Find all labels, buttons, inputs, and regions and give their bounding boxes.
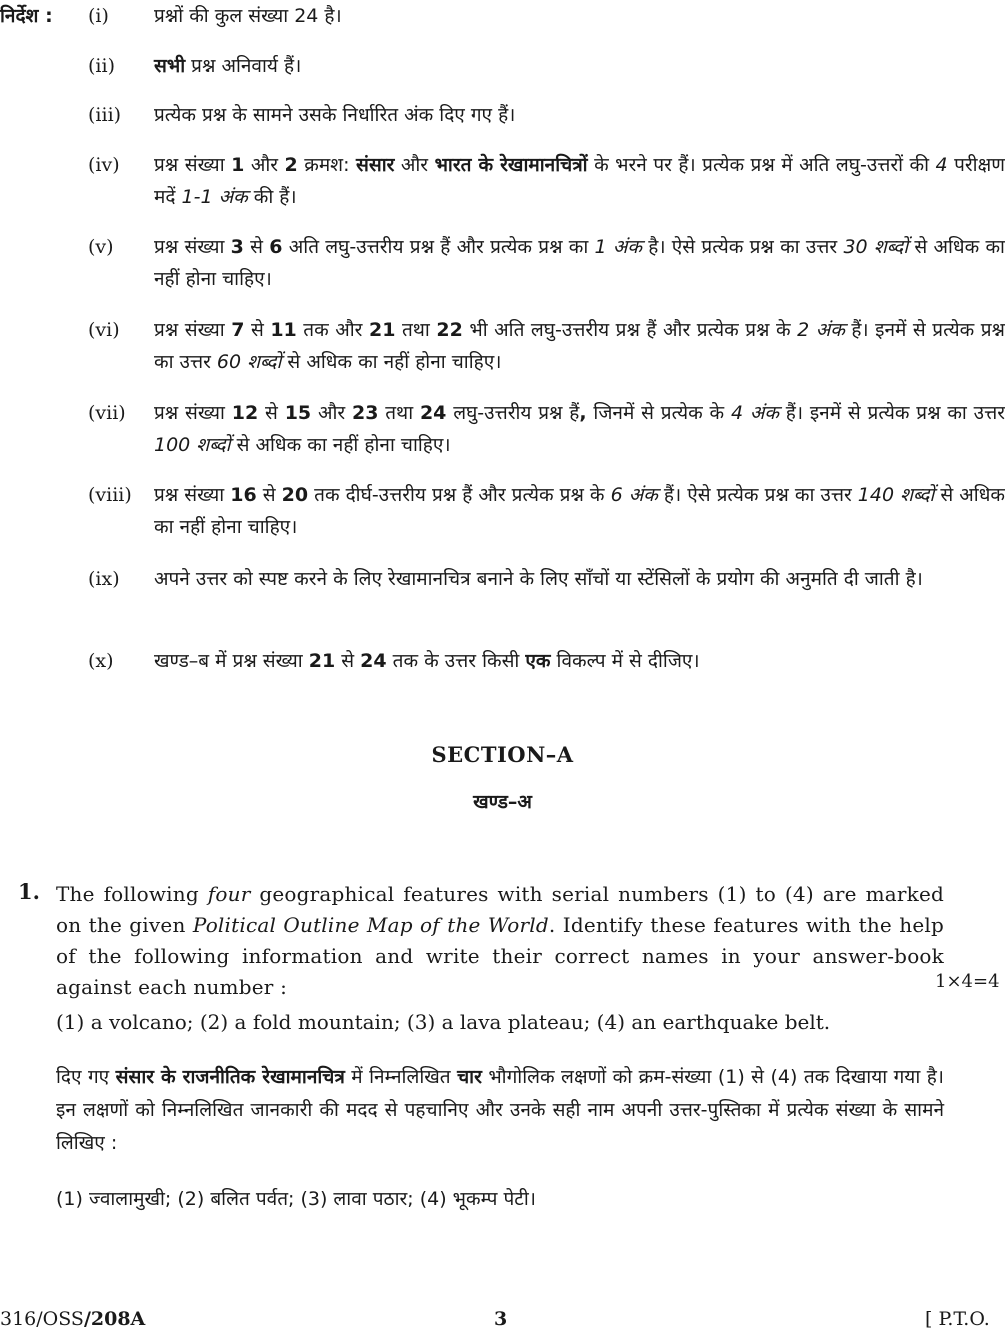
instruction-number: (vi) <box>88 319 120 341</box>
instruction-number: (iv) <box>88 154 120 176</box>
instruction-item <box>88 50 1005 82</box>
instruction-text: प्रश्न संख्या 1 और 2 क्रमश: संसार और भारत के रेखामानचित्रों के भरने पर हैं। प्रत्येक प्रश्न में अति लघु-उत्तरों की 4 परीक्षण मदें 1-1 अंक की हैं। <box>154 154 1005 208</box>
instruction-item <box>88 563 1005 595</box>
instruction-item <box>88 149 1005 213</box>
instruction-number: (iii) <box>88 104 122 126</box>
instruction-number: (viii) <box>88 484 132 506</box>
instruction-number: (ix) <box>88 568 120 590</box>
question-number: 1. <box>18 879 40 904</box>
instruction-text: प्रश्न संख्या 7 से 11 तक और 21 तथा 22 भी अति लघु-उत्तरीय प्रश्न हैं और प्रत्येक प्रश्न के 2 अंक हैं। इनमें से प्रत्येक प्रश्न का उत्तर 60 शब्दों से अधिक का नहीं होना चाहिए। <box>154 319 1005 373</box>
pto-label: [ P.T.O. <box>925 1308 990 1330</box>
page-number: 3 <box>494 1308 508 1330</box>
instruction-number: (x) <box>88 650 114 672</box>
instruction-item <box>88 479 1005 543</box>
instruction-text: प्रत्येक प्रश्न के सामने उसके निर्धारित अंक दिए गए हैं। <box>154 104 516 126</box>
section-subtitle: खण्ड–अ <box>473 791 532 813</box>
question-options-english: (1) a volcano; (2) a fold mountain; (3) a lava plateau; (4) an earthquake belt. <box>56 1010 831 1034</box>
instruction-item <box>88 645 1005 677</box>
instruction-number: (ii) <box>88 55 115 77</box>
instruction-text: प्रश्न संख्या 12 से 15 और 23 तथा 24 लघु-उत्तरीय प्रश्न हैं, जिनमें से प्रत्येक के 4 अंक हैं। इनमें से प्रत्येक प्रश्न का उत्तर 100 शब्दों से अधिक का नहीं होना चाहिए। <box>154 402 1005 456</box>
instruction-number: (vii) <box>88 402 126 424</box>
instruction-text: प्रश्नों की कुल संख्या 24 है। <box>154 5 342 27</box>
question-marks: 1×4=4 <box>935 971 1000 992</box>
instruction-text: खण्ड–ब में प्रश्न संख्या 21 से 24 तक के उत्तर किसी एक विकल्प में से दीजिए। <box>154 650 700 672</box>
instruction-item <box>88 0 1005 32</box>
section-title: SECTION–A <box>431 742 574 767</box>
question-text-hindi: दिए गए संसार के राजनीतिक रेखामानचित्र में निम्नलिखित चार भौगोलिक लक्षणों को क्रम-संख्या (1) से (4) तक दिखाया गया है। इन लक्षणों को निम्नलिखित जानकारी की मदद से पहचानिए और उनके सही नाम अपनी उत्तर-पुस्तिका में प्रत्येक संख्या के सामने लिखिए : <box>56 1066 944 1154</box>
instruction-item <box>88 397 1005 461</box>
question-text-english: The following four geographical features with serial numbers (1) to (4) are marked on the given Political Outline Map of the World. Identify these features with the help of the following information and write their correct names in your answer-book against each number : <box>56 882 944 999</box>
instructions-heading: निर्देश : <box>0 5 53 27</box>
instruction-text: अपने उत्तर को स्पष्ट करने के लिए रेखामानचित्र बनाने के लिए साँचों या स्टेंसिलों के प्रयोग की अनुमति दी जाती है। <box>154 568 923 590</box>
instruction-item <box>88 99 1005 131</box>
instruction-item <box>88 314 1005 378</box>
question-options-hindi: (1) ज्वालामुखी; (2) बलित पर्वत; (3) लावा पठार; (4) भूकम्प पेटी। <box>56 1188 537 1210</box>
instruction-number: (i) <box>88 5 109 27</box>
instruction-text: सभी प्रश्न अनिवार्य हैं। <box>154 55 302 77</box>
instruction-text: प्रश्न संख्या 3 से 6 अति लघु-उत्तरीय प्रश्न हैं और प्रत्येक प्रश्न का 1 अंक है। ऐसे प्रत्येक प्रश्न का उत्तर 30 शब्दों से अधिक का नहीं होना चाहिए। <box>154 236 1005 290</box>
instruction-item <box>88 231 1005 295</box>
instruction-text: प्रश्न संख्या 16 से 20 तक दीर्घ-उत्तरीय प्रश्न हैं और प्रत्येक प्रश्न के 6 अंक हैं। ऐसे प्रत्येक प्रश्न का उत्तर 140 शब्दों से अधिक का नहीं होना चाहिए। <box>154 484 1005 538</box>
instruction-number: (v) <box>88 236 114 258</box>
paper-code: 316/OSS/208A <box>0 1308 146 1330</box>
